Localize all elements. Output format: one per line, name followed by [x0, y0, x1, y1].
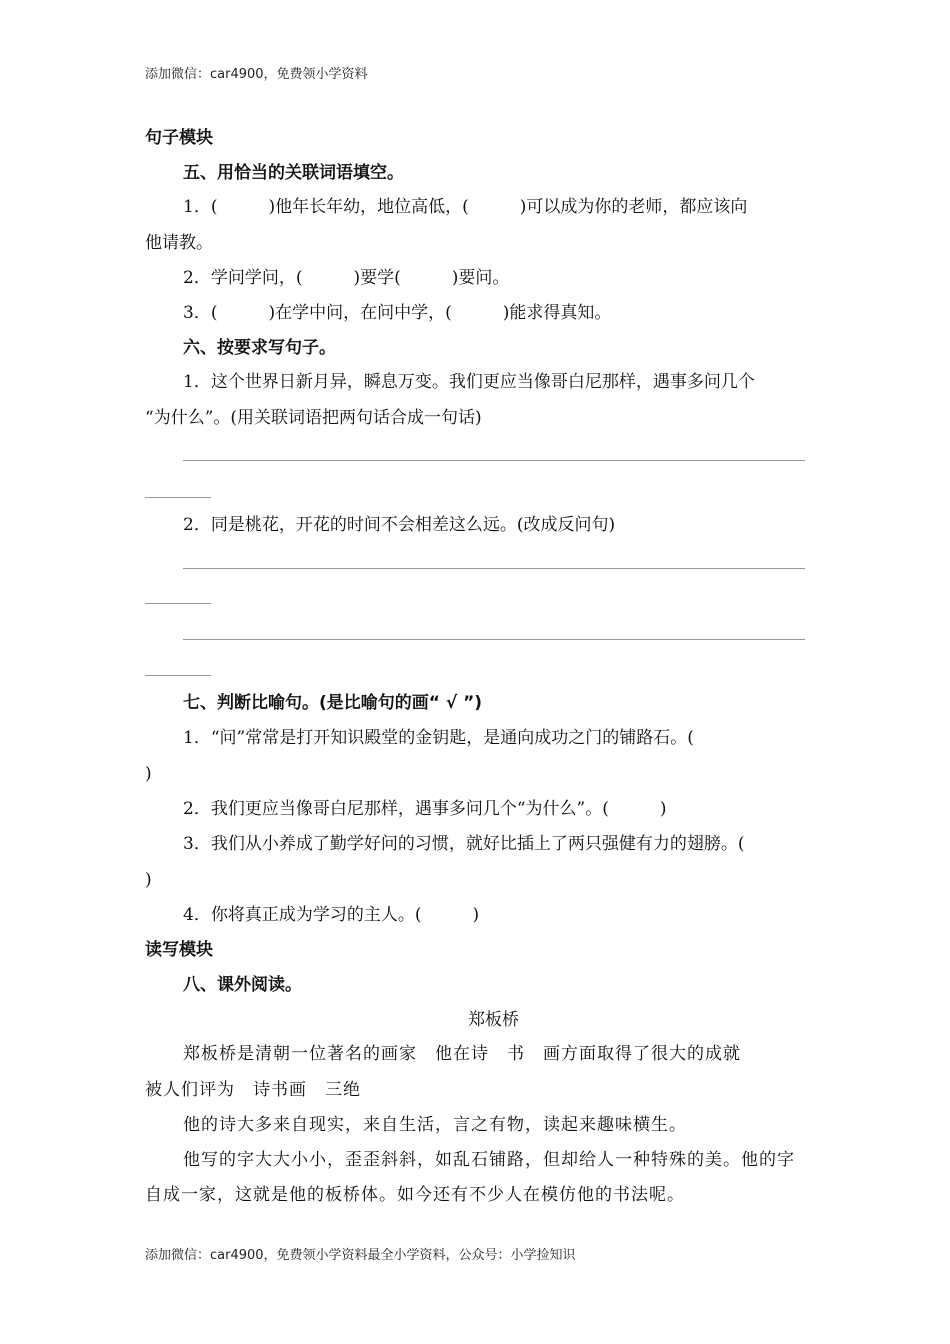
- passage-paragraph: 他写的字大大小小，歪歪斜斜，如乱石铺路，但却给人一种特殊的美。他的字: [183, 1150, 795, 1170]
- q5-item-2: 2．学问学问，( )要学( )要问。: [183, 268, 510, 288]
- q7-item-1: 1．“问”常常是打开知识殿堂的金钥匙，是通向成功之门的铺路石。(: [183, 728, 694, 748]
- answer-line[interactable]: [183, 460, 805, 461]
- q6-title: 六、按要求写句子。: [183, 338, 336, 358]
- sentence-module-heading: 句子模块: [145, 128, 213, 148]
- q8-title: 八、课外阅读。: [183, 975, 302, 995]
- answer-line-end: [145, 497, 211, 498]
- passage-title: 郑板桥: [468, 1010, 519, 1030]
- q7-item-2: 2．我们更应当像哥白尼那样，遇事多问几个“为什么”。( ): [183, 799, 667, 819]
- q6-item-2: 2．同是桃花，开花的时间不会相差这么远。(改成反问句): [183, 515, 616, 535]
- page-header: 添加微信：car4900，免费领小学资料: [145, 67, 368, 82]
- q5-title: 五、用恰当的关联词语填空。: [183, 163, 404, 183]
- passage-paragraph: 郑板桥是清朝一位著名的画家 他在诗 书 画方面取得了很大的成就: [183, 1044, 741, 1064]
- answer-line-end: [145, 603, 211, 604]
- q7-item-3: 3．我们从小养成了勤学好问的习惯，就好比插上了两只强健有力的翅膀。(: [183, 834, 745, 854]
- q7-title: 七、判断比喻句。(是比喻句的画“ √ ”): [183, 693, 483, 713]
- q5-item-1-cont: 他请教。: [145, 233, 213, 253]
- q7-item-4: 4．你将真正成为学习的主人。( ): [183, 905, 480, 925]
- answer-line[interactable]: [183, 639, 805, 640]
- answer-line-end: [145, 675, 211, 676]
- q5-item-3: 3．( )在学中问，在问中学，( )能求得真知。: [183, 303, 612, 323]
- q6-item-1: 1．这个世界日新月异，瞬息万变。我们更应当像哥白尼那样，遇事多问几个: [183, 372, 755, 392]
- answer-line[interactable]: [183, 568, 805, 569]
- q7-item-3-cont: ): [145, 870, 152, 890]
- q5-item-1: 1．( )他年长年幼，地位高低，( )可以成为你的老师，都应该向: [183, 197, 748, 217]
- passage-paragraph-cont: 被人们评为 诗书画 三绝: [145, 1080, 361, 1100]
- q7-item-1-cont: ): [145, 764, 152, 784]
- q6-item-1-cont: “为什么”。(用关联词语把两句话合成一句话): [145, 408, 482, 428]
- passage-paragraph-cont: 自成一家，这就是他的板桥体。如今还有不少人在模仿他的书法呢。: [145, 1185, 685, 1205]
- passage-paragraph: 他的诗大多来自现实，来自生活，言之有物，读起来趣味横生。: [183, 1115, 687, 1135]
- reading-module-heading: 读写模块: [145, 940, 213, 960]
- page-footer: 添加微信：car4900，免费领小学资料最全小学资料，公众号：小学捡知识: [145, 1248, 576, 1263]
